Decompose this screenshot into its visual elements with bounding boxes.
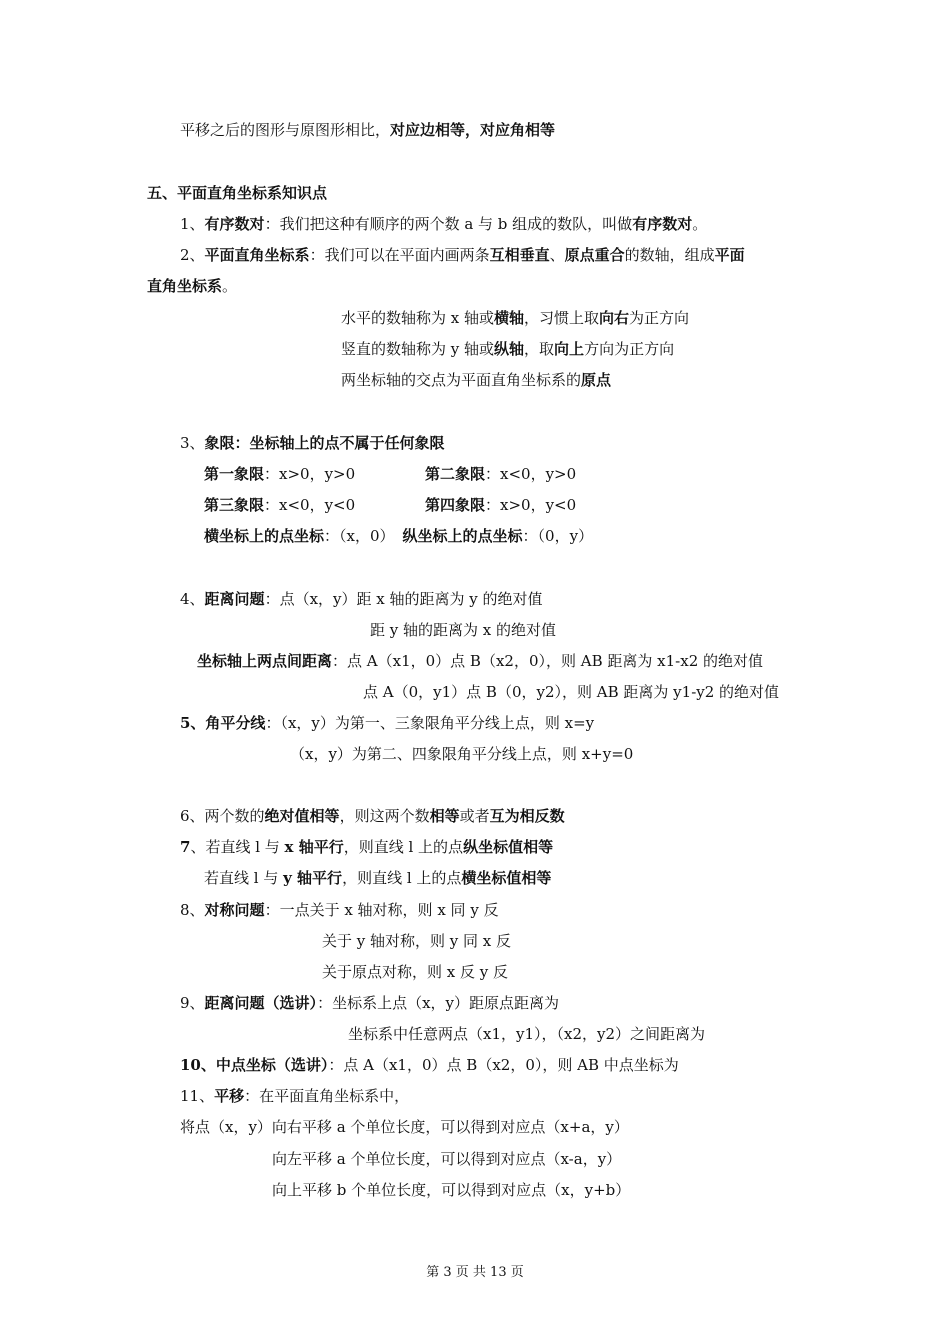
quadrant-4: 第四象限：x>0，y<0 (425, 496, 577, 514)
item-coordinate-plane: 2、平面直角坐标系：我们可以在平面内画两条互相垂直、原点重合的数轴，组成平面 (180, 246, 745, 264)
x-axis-definition: 水平的数轴称为 x 轴或横轴，习惯上取向右为正方向 (341, 309, 690, 327)
item-angle-bisector: 5、角平分线：（x，y）为第一、三象限角平分线上点，则 x=y (180, 714, 595, 732)
translation-right: 将点（x，y）向右平移 a 个单位长度，可以得到对应点（x+a，y） (180, 1118, 629, 1136)
item-symmetry: 8、对称问题：一点关于 x 轴对称，则 x 同 y 反 (180, 901, 499, 919)
page-footer: 第 3 页 共 13 页 (426, 1265, 524, 1280)
translation-up: 向上平移 b 个单位长度，可以得到对应点（x，y+b） (272, 1181, 631, 1199)
item-distance: 4、距离问题：点（x，y）距 x 轴的距离为 y 的绝对值 (180, 590, 543, 608)
item-ordered-pair: 1、有序数对：我们把这种有顺序的两个数 a 与 b 组成的数队，叫做有序数对。 (180, 215, 708, 233)
section-heading: 五、平面直角坐标系知识点 (147, 184, 328, 202)
symmetry-origin: 关于原点对称，则 x 反 y 反 (322, 963, 509, 981)
item-coordinate-plane-cont: 直角坐标系。 (147, 277, 238, 295)
quadrant-3: 第三象限：x<0，y<0 (204, 496, 356, 514)
item-translation: 11、平移：在平面直角坐标系中， (180, 1087, 410, 1105)
translation-left: 向左平移 a 个单位长度，可以得到对应点（x-a，y） (272, 1150, 622, 1168)
distance-on-axis-y: 点 A（0，y1）点 B（0，y2），则 AB 距离为 y1-y2 的绝对值 (363, 683, 780, 701)
distance-y-axis: 距 y 轴的距离为 x 的绝对值 (370, 621, 557, 639)
quadrant-1: 第一象限：x>0，y>0 (204, 465, 356, 483)
distance-on-axis-x: 坐标轴上两点间距离：点 A（x1，0）点 B（x2，0），则 AB 距离为 x1-x2 的绝对值 (197, 652, 764, 670)
angle-bisector-2-4: （x，y）为第二、四象限角平分线上点，则 x+y=0 (290, 745, 634, 763)
item-quadrants: 3、象限：坐标轴上的点不属于任何象限 (180, 434, 445, 452)
origin-definition: 两坐标轴的交点为平面直角坐标系的原点 (341, 371, 612, 389)
y-axis-definition: 竖直的数轴称为 y 轴或纵轴，取向上方向为正方向 (341, 340, 675, 358)
symmetry-y-axis: 关于 y 轴对称，则 y 同 x 反 (322, 932, 512, 950)
item-parallel-x: 7、若直线 l 与 x 轴平行，则直线 l 上的点纵坐标值相等 (180, 838, 554, 856)
item-distance-optional: 9、距离问题（选讲）：坐标系上点（x，y）距原点距离为 (180, 994, 559, 1012)
item-absolute-value: 6、两个数的绝对值相等，则这两个数相等或者互为相反数 (180, 807, 565, 825)
points-on-axes: 横坐标上的点坐标：（x，0） 纵坐标上的点坐标：（0，y） (204, 527, 594, 545)
item-midpoint: 10、中点坐标（选讲）：点 A（x1，0）点 B（x2，0），则 AB 中点坐标为 (180, 1056, 679, 1074)
parallel-y: 若直线 l 与 y 轴平行，则直线 l 上的点横坐标值相等 (204, 869, 552, 887)
line-translation-property: 平移之后的图形与原图形相比，对应边相等，对应角相等 (180, 121, 556, 139)
quadrant-2: 第二象限：x<0，y>0 (425, 465, 577, 483)
distance-two-points: 坐标系中任意两点（x1，y1），（x2，y2）之间距离为 (348, 1025, 706, 1043)
